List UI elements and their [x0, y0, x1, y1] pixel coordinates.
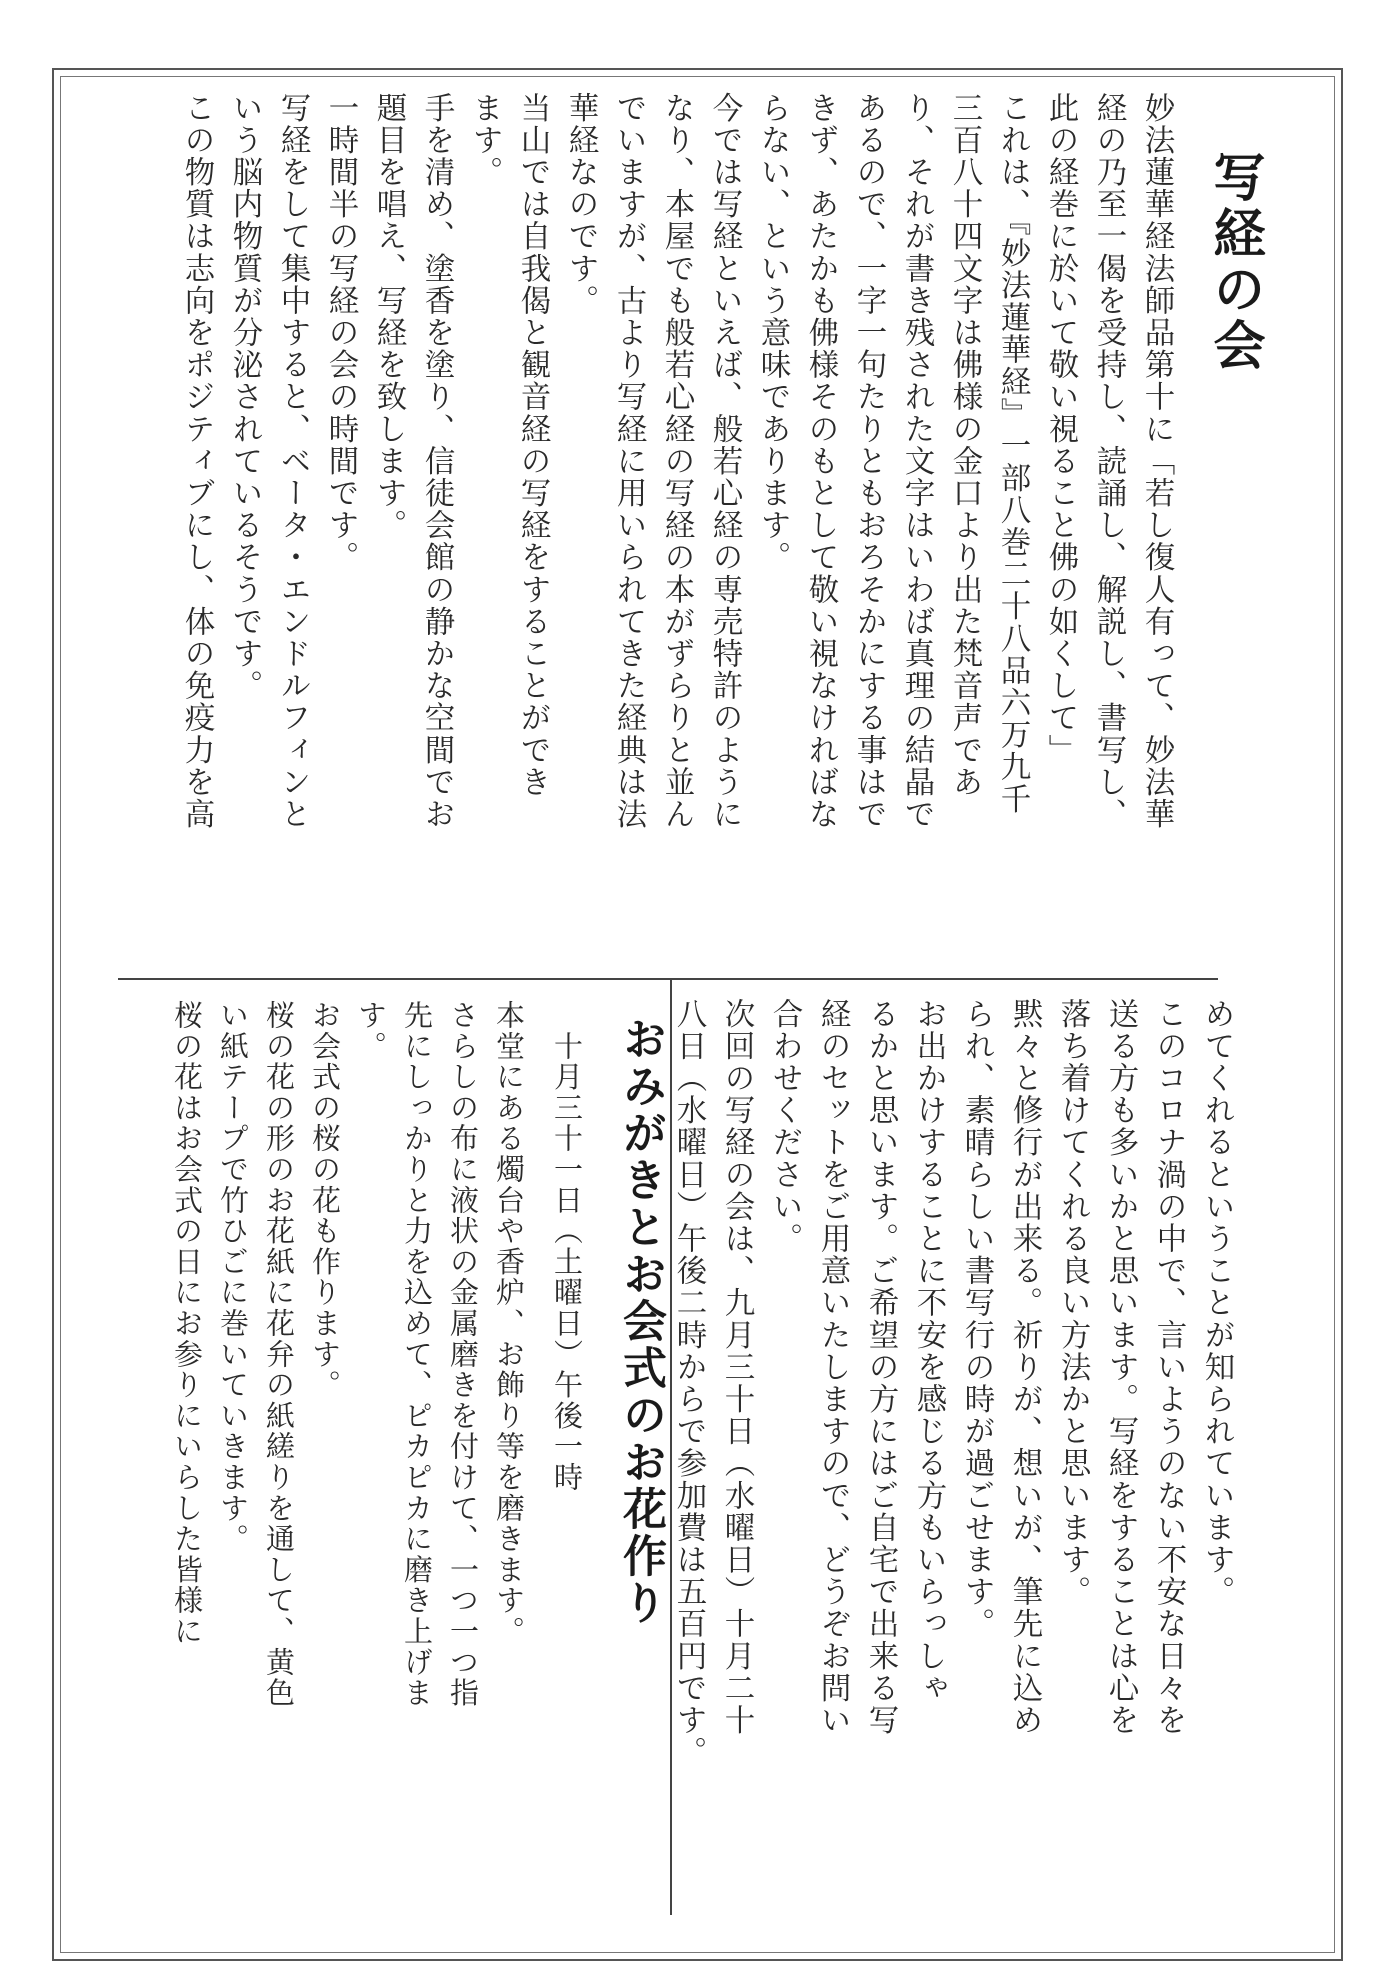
omigaki-date: 十月三十一日（土曜日）午後一時	[550, 1000, 584, 1493]
shakyo-body: 妙法蓮華経法師品第十に「若し復人有って、妙法華 経の乃至一偈を受持し、読誦し、解説し、書写し、 此の経巻に於いて敬い視ること佛の如くして」 これは、『妙法蓮華経』一部八巻二十八品六万九千 三百八十四文字は佛様の金口より出た梵音声であ り、それが書き残された文字はいわば真理の結晶で あるので、一字一句たりともおろそかにする事はで きず、あたかも佛様そのもとして敬い視なければな らない、という意味であります。 今では写経といえば、般若心経の専売特許のように なり、本屋でも般若心経の写経の本がずらりと並ん でいますが、古より写経に用いられてきた経典は法 華経なのです。 当山では自我偈と観音経の写経をすることができ ます。 手を清め、塗香を塗り、信徒会館の静かな空間でお 題目を唱え、写経を致します。 一時間半の写経の会の時間です。 写経をして集中すると、ベータ・エンドルフィンと いう脳内物質が分泌されているそうです。 この物質は志向をポジティブにし、体の免疫力を高	[179, 92, 1174, 831]
omigaki-title: おみがきとお会式のお花作り	[615, 1016, 666, 1627]
horizontal-divider	[118, 978, 1218, 980]
shakyo-continuation: めてくれるということが知られています。 このコロナ渦の中で、言いようのない不安な日々を 送る方も多いかと思います。写経をすることは心を 落ち着けてくれる良い方法かと思います。 黙々と修行が出来る。祈りが、想いが、筆先に込め られ、素晴らしい書写行の時が過ごせます。 お出かけすることに不安を感じる方もいらっしゃ るかと思います。ご希望の方にはご自宅で出来る写 経のセットをご用意いたしますので、どうぞお問い 合わせください。 次回の写経の会は、九月三十日（水曜日）十月二十 八日（水曜日）午後二時からで参加費は五百円です。	[671, 998, 1234, 1769]
omigaki-body: 本堂にある燭台や香炉、お飾り等を磨きます。 さらしの布に液状の金属磨きを付けて、一つ一つ指 先にしっかりと力を込めて、ピカピカに磨き上げま す。 お会式の桜の花も作ります。 桜の花の形のお花紙に花弁の紙縒りを通して、黄色 い紙テープで竹ひごに巻いていきます。 桜の花はお会式の日にお参りにいらした皆様に	[170, 1000, 526, 1709]
shakyo-title: 写経の会	[1204, 150, 1265, 374]
